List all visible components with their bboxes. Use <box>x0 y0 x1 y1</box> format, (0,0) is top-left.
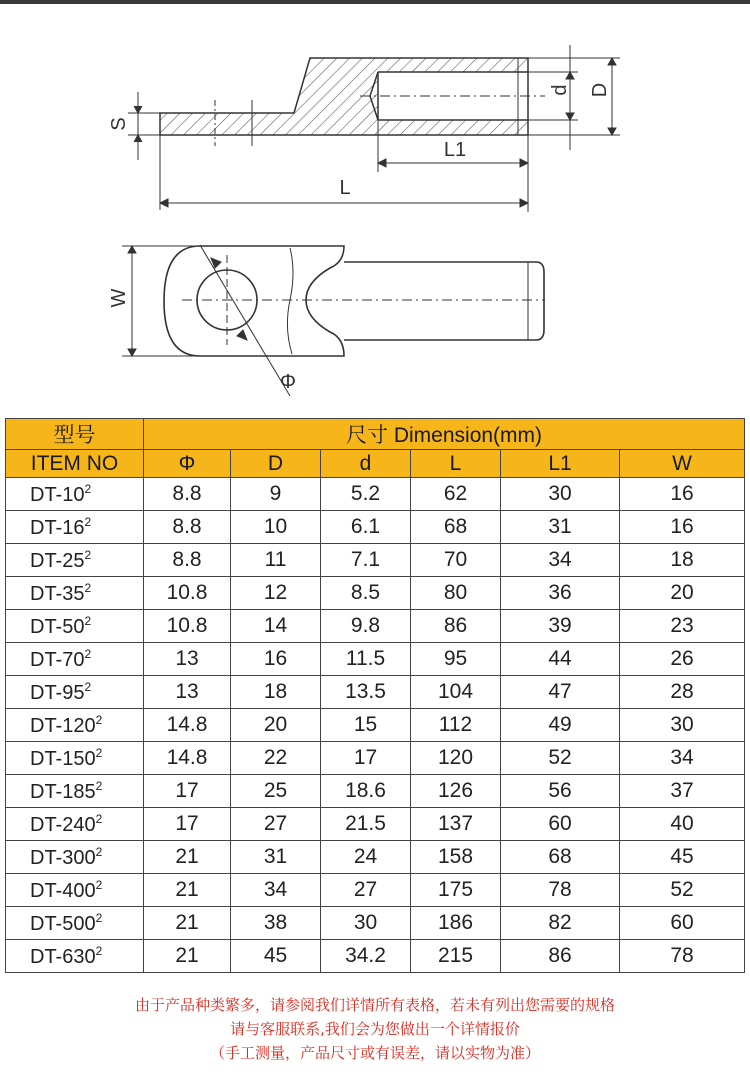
value-cell: 86 <box>501 940 620 973</box>
value-cell: 22 <box>231 742 321 775</box>
value-cell: 8.5 <box>321 577 411 610</box>
value-cell: 8.8 <box>144 478 231 511</box>
value-cell: 21 <box>144 940 231 973</box>
value-cell: 36 <box>501 577 620 610</box>
table-row <box>6 808 745 841</box>
item-no: DT-185 <box>30 780 96 803</box>
value-cell: 16 <box>620 478 745 511</box>
item-no-superscript: 2 <box>95 943 103 958</box>
dimension-header: 尺寸 Dimension(mm) <box>144 419 745 450</box>
value-cell: 18 <box>231 676 321 709</box>
item-no: DT-16 <box>30 516 85 539</box>
value-cell: 34 <box>501 544 620 577</box>
value-cell: 126 <box>411 775 501 808</box>
value-cell: 20 <box>620 577 745 610</box>
item-no-superscript: 2 <box>95 811 103 826</box>
value-cell: 60 <box>501 808 620 841</box>
value-cell: 52 <box>620 874 745 907</box>
table-row <box>6 676 745 709</box>
label-d-large: D <box>589 82 611 98</box>
table-row <box>6 874 745 907</box>
table-row <box>6 478 745 511</box>
value-cell: 14.8 <box>144 709 231 742</box>
item-no: DT-630 <box>30 945 96 968</box>
item-no-superscript: 2 <box>95 745 103 760</box>
value-cell: 17 <box>144 775 231 808</box>
value-cell: 23 <box>620 610 745 643</box>
item-no-cell <box>6 676 144 709</box>
value-cell: 215 <box>411 940 501 973</box>
value-cell: 27 <box>321 874 411 907</box>
value-cell: 16 <box>620 511 745 544</box>
note-line-1: 由于产品种类繁多，请参阅我们详情所有表格，若未有列出您需要的规格 <box>134 996 615 1014</box>
table-row <box>6 841 745 874</box>
value-cell: 21 <box>144 841 231 874</box>
table-row <box>6 610 745 643</box>
value-cell: 40 <box>620 808 745 841</box>
value-cell: 112 <box>411 709 501 742</box>
value-cell: 25 <box>231 775 321 808</box>
value-cell: 12 <box>231 577 321 610</box>
label-phi: Φ <box>280 371 296 393</box>
item-no-cell <box>6 841 144 874</box>
value-cell: 20 <box>231 709 321 742</box>
item-no-superscript: 2 <box>84 613 92 628</box>
table-row <box>6 940 745 973</box>
value-cell: 158 <box>411 841 501 874</box>
value-cell: 68 <box>411 511 501 544</box>
table-row <box>6 643 745 676</box>
value-cell: 6.1 <box>321 511 411 544</box>
item-no-superscript: 2 <box>84 514 92 529</box>
value-cell: 17 <box>144 808 231 841</box>
value-cell: 13.5 <box>321 676 411 709</box>
value-cell: 21 <box>144 874 231 907</box>
technical-drawing <box>0 4 750 414</box>
value-cell: 28 <box>620 676 745 709</box>
item-no-cell <box>6 610 144 643</box>
value-cell: 21.5 <box>321 808 411 841</box>
item-no: DT-25 <box>30 549 85 572</box>
side-view <box>160 58 545 146</box>
item-no: DT-70 <box>30 648 85 671</box>
item-no-cell <box>6 808 144 841</box>
value-cell: 31 <box>501 511 620 544</box>
value-cell: 82 <box>501 907 620 940</box>
value-cell: 14.8 <box>144 742 231 775</box>
value-cell: 17 <box>321 742 411 775</box>
value-cell: 62 <box>411 478 501 511</box>
value-cell: 30 <box>620 709 745 742</box>
item-no-cell <box>6 874 144 907</box>
item-no-cell <box>6 577 144 610</box>
table-row <box>6 907 745 940</box>
col-header: L1 <box>501 450 620 478</box>
note-line-2: 请与客服联系,我们会为您做出一个详情报价 <box>230 1020 520 1038</box>
item-no-cell <box>6 940 144 973</box>
item-no-cell <box>6 544 144 577</box>
item-no: DT-10 <box>30 483 85 506</box>
item-no: DT-300 <box>30 846 96 869</box>
item-no-cell <box>6 775 144 808</box>
item-no-cell <box>6 478 144 511</box>
value-cell: 11 <box>231 544 321 577</box>
item-no-cell <box>6 511 144 544</box>
value-cell: 68 <box>501 841 620 874</box>
item-no-superscript: 2 <box>95 910 103 925</box>
col-header: W <box>620 450 745 478</box>
value-cell: 186 <box>411 907 501 940</box>
plate-section <box>160 113 294 135</box>
value-cell: 52 <box>501 742 620 775</box>
value-cell: 104 <box>411 676 501 709</box>
item-no-superscript: 2 <box>95 712 103 727</box>
value-cell: 13 <box>144 643 231 676</box>
value-cell: 10 <box>231 511 321 544</box>
value-cell: 49 <box>501 709 620 742</box>
item-no-superscript: 2 <box>95 844 103 859</box>
col-header: L <box>411 450 501 478</box>
item-no: DT-95 <box>30 681 85 704</box>
value-cell: 10.8 <box>144 610 231 643</box>
table-row <box>6 775 745 808</box>
value-cell: 120 <box>411 742 501 775</box>
item-no: DT-400 <box>30 879 96 902</box>
value-cell: 34 <box>620 742 745 775</box>
col-header: Φ <box>144 450 231 478</box>
col-header: D <box>231 450 321 478</box>
value-cell: 11.5 <box>321 643 411 676</box>
value-cell: 56 <box>501 775 620 808</box>
item-no-superscript: 2 <box>84 679 92 694</box>
value-cell: 21 <box>144 907 231 940</box>
item-no: DT-240 <box>30 813 96 836</box>
col-header: d <box>321 450 411 478</box>
item-no: DT-120 <box>30 714 96 737</box>
item-no: DT-35 <box>30 582 85 605</box>
value-cell: 47 <box>501 676 620 709</box>
value-cell: 15 <box>321 709 411 742</box>
value-cell: 38 <box>231 907 321 940</box>
value-cell: 34 <box>231 874 321 907</box>
model-header-en: ITEM NO <box>6 450 144 478</box>
value-cell: 78 <box>501 874 620 907</box>
value-cell: 44 <box>501 643 620 676</box>
value-cell: 30 <box>501 478 620 511</box>
value-cell: 18.6 <box>321 775 411 808</box>
item-no: DT-150 <box>30 747 96 770</box>
value-cell: 13 <box>144 676 231 709</box>
value-cell: 8.8 <box>144 544 231 577</box>
notes <box>0 993 750 1065</box>
label-l: L <box>339 177 351 199</box>
value-cell: 78 <box>620 940 745 973</box>
value-cell: 7.1 <box>321 544 411 577</box>
value-cell: 45 <box>231 940 321 973</box>
value-cell: 37 <box>620 775 745 808</box>
value-cell: 10.8 <box>144 577 231 610</box>
table-row <box>6 742 745 775</box>
value-cell: 175 <box>411 874 501 907</box>
value-cell: 26 <box>620 643 745 676</box>
value-cell: 39 <box>501 610 620 643</box>
item-no-superscript: 2 <box>84 580 92 595</box>
item-no-cell <box>6 709 144 742</box>
top-dimension-labels <box>108 288 296 393</box>
value-cell: 24 <box>321 841 411 874</box>
label-l1: L1 <box>443 139 467 161</box>
value-cell: 18 <box>620 544 745 577</box>
item-no-cell <box>6 643 144 676</box>
value-cell: 16 <box>231 643 321 676</box>
value-cell: 9 <box>231 478 321 511</box>
item-no-superscript: 2 <box>95 778 103 793</box>
value-cell: 137 <box>411 808 501 841</box>
item-no-cell <box>6 742 144 775</box>
value-cell: 5.2 <box>321 478 411 511</box>
value-cell: 80 <box>411 577 501 610</box>
value-cell: 95 <box>411 643 501 676</box>
table-row <box>6 511 745 544</box>
item-no: DT-500 <box>30 912 96 935</box>
table-row <box>6 709 745 742</box>
spec-table <box>5 418 745 973</box>
value-cell: 8.8 <box>144 511 231 544</box>
value-cell: 14 <box>231 610 321 643</box>
value-cell: 34.2 <box>321 940 411 973</box>
note-line-3: （手工测量，产品尺寸或有误差，请以实物为准） <box>209 1044 540 1062</box>
value-cell: 31 <box>231 841 321 874</box>
table-row <box>6 544 745 577</box>
value-cell: 70 <box>411 544 501 577</box>
model-header-cn: 型号 <box>6 419 144 450</box>
value-cell: 60 <box>620 907 745 940</box>
item-no-superscript: 2 <box>84 646 92 661</box>
item-no-superscript: 2 <box>84 547 92 562</box>
item-no-superscript: 2 <box>84 481 92 496</box>
item-no-superscript: 2 <box>95 877 103 892</box>
value-cell: 27 <box>231 808 321 841</box>
item-no-cell <box>6 907 144 940</box>
value-cell: 45 <box>620 841 745 874</box>
label-d-small: d <box>549 84 571 96</box>
table-row <box>6 577 745 610</box>
value-cell: 30 <box>321 907 411 940</box>
label-s: S <box>108 117 130 131</box>
label-w: W <box>108 288 130 308</box>
value-cell: 9.8 <box>321 610 411 643</box>
value-cell: 86 <box>411 610 501 643</box>
item-no: DT-50 <box>30 615 85 638</box>
